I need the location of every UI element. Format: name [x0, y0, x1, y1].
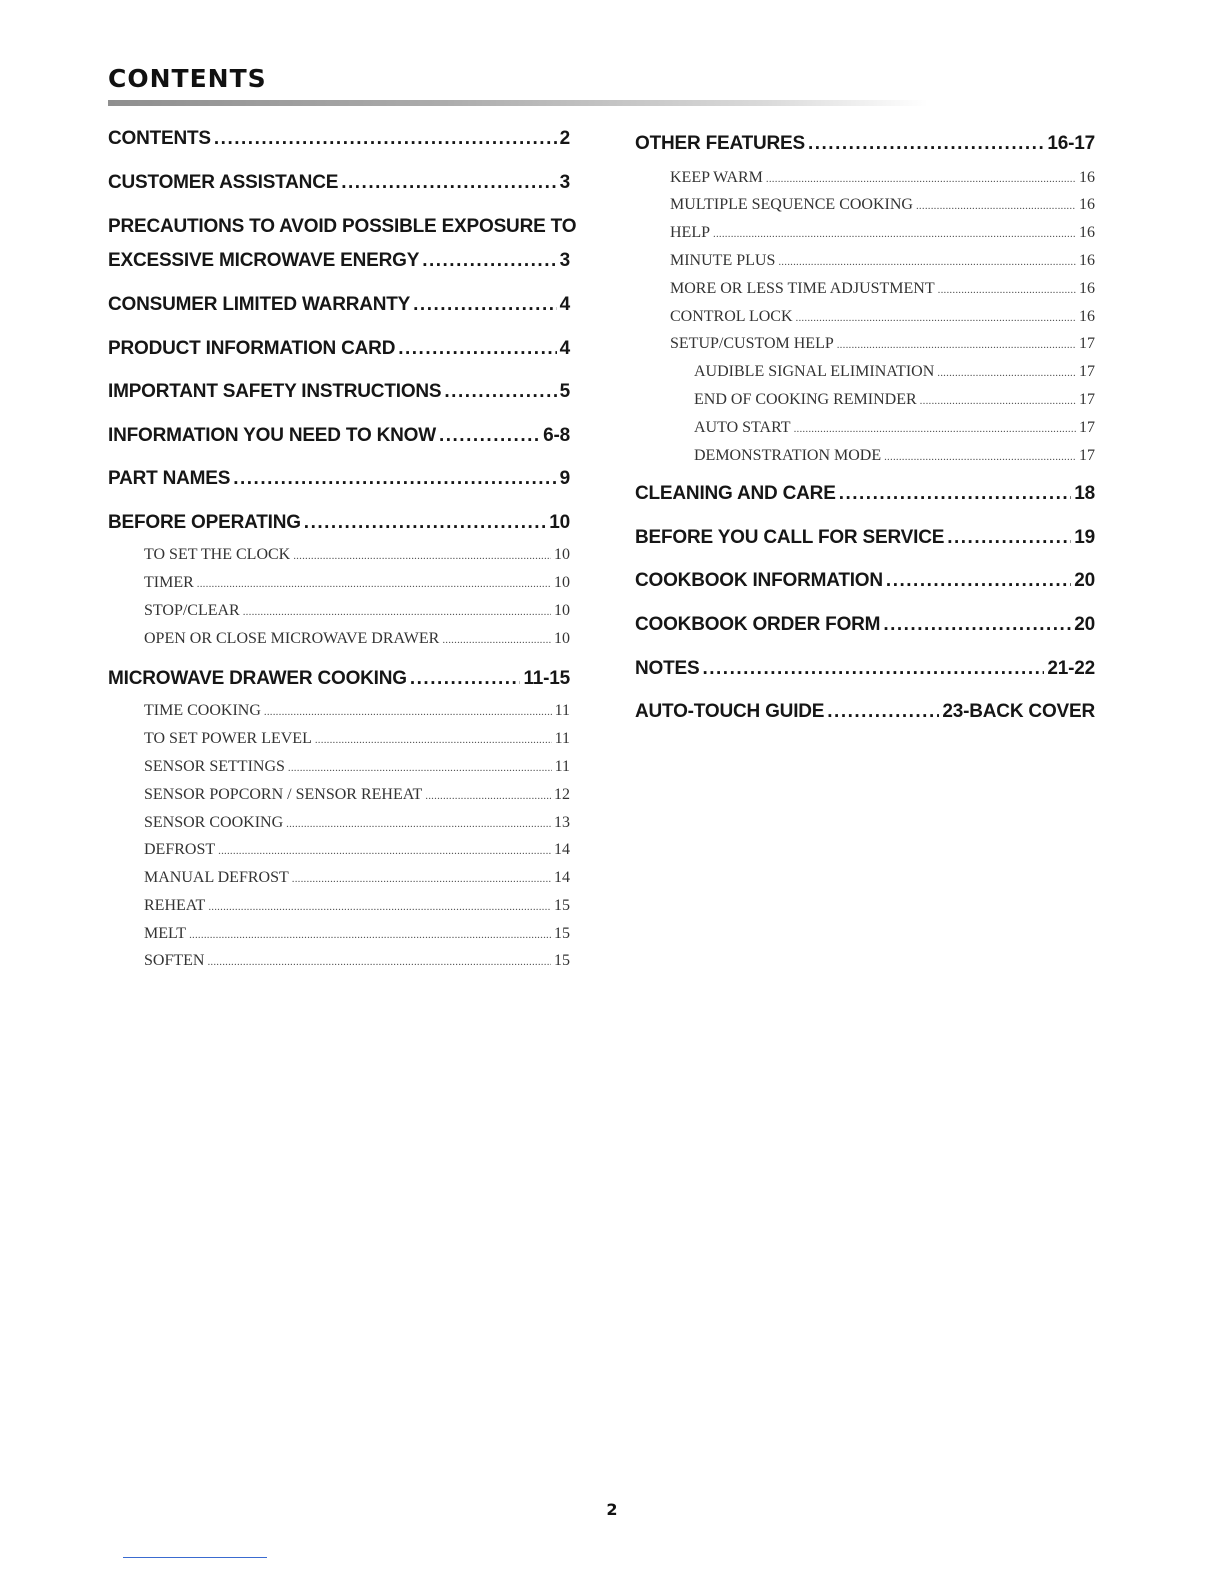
toc-page: 4 — [559, 338, 570, 359]
toc-label: TIME COOKING — [144, 702, 261, 719]
toc-page: 11-15 — [523, 668, 570, 689]
dot-leader — [425, 790, 551, 802]
toc-page: 16 — [1079, 280, 1095, 297]
toc-page: 14 — [554, 841, 570, 858]
toc-entry[interactable] — [635, 527, 1095, 549]
toc-entry[interactable] — [635, 570, 1095, 592]
toc-subentry[interactable] — [670, 169, 1095, 187]
dot-leader — [233, 468, 556, 490]
toc-page: 12 — [554, 786, 570, 803]
dot-leader — [413, 294, 556, 316]
toc-label: CONTROL LOCK — [670, 308, 793, 325]
toc-entry[interactable] — [108, 250, 570, 272]
title-underline — [108, 100, 928, 106]
toc-page: 16 — [1079, 308, 1095, 325]
dot-leader — [916, 200, 1076, 212]
toc-entry[interactable] — [108, 425, 570, 447]
toc-page: 16-17 — [1047, 133, 1095, 154]
toc-subentry[interactable] — [694, 447, 1095, 465]
toc-label: AUTO-TOUCH GUIDE — [635, 701, 825, 722]
toc-page: 10 — [549, 512, 570, 533]
dot-leader — [189, 929, 551, 941]
toc-label: TO SET POWER LEVEL — [144, 730, 312, 747]
toc-label: AUDIBLE SIGNAL ELIMINATION — [694, 363, 935, 380]
toc-page: 4 — [559, 294, 570, 315]
toc-label: CONTENTS — [108, 128, 211, 149]
toc-page: 6-8 — [543, 425, 570, 446]
dot-leader — [422, 250, 556, 272]
toc-label: MULTIPLE SEQUENCE COOKING — [670, 196, 913, 213]
toc-entry[interactable] — [108, 468, 570, 490]
toc-page: 3 — [559, 172, 570, 193]
toc-subentry[interactable] — [670, 252, 1095, 270]
page-title: CONTENTS — [108, 64, 267, 93]
toc-subentry[interactable] — [144, 730, 570, 748]
dot-leader — [937, 367, 1076, 379]
toc-entry[interactable] — [108, 172, 570, 194]
dot-leader — [794, 423, 1076, 435]
toc-entry[interactable] — [635, 658, 1095, 680]
toc-label: CUSTOMER ASSISTANCE — [108, 172, 339, 193]
dot-leader — [288, 762, 552, 774]
dot-leader — [218, 845, 551, 857]
toc-label: REHEAT — [144, 897, 206, 914]
toc-subentry[interactable] — [144, 702, 570, 720]
toc-entry[interactable] — [108, 216, 577, 238]
toc-label: MICROWAVE DRAWER COOKING — [108, 668, 407, 689]
dot-leader — [713, 228, 1076, 240]
toc-subentry[interactable] — [144, 602, 570, 620]
toc-page: 20 — [1074, 570, 1095, 591]
toc-label: END OF COOKING REMINDER — [694, 391, 917, 408]
toc-label: CONSUMER LIMITED WARRANTY — [108, 294, 411, 315]
toc-page: 17 — [1079, 419, 1095, 436]
toc-subentry[interactable] — [144, 952, 570, 970]
toc-page: 15 — [554, 952, 570, 969]
toc-page: 2 — [559, 128, 570, 149]
dot-leader — [938, 284, 1076, 296]
toc-subentry[interactable] — [670, 196, 1095, 214]
toc-page: 19 — [1074, 527, 1095, 548]
toc-page: 16 — [1079, 252, 1095, 269]
dot-leader — [886, 570, 1071, 592]
toc-label: COOKBOOK INFORMATION — [635, 570, 883, 591]
toc-page: 3 — [559, 250, 570, 271]
toc-label: NOTES — [635, 658, 700, 679]
dot-leader — [827, 701, 939, 723]
dot-leader — [920, 395, 1076, 407]
dot-leader — [702, 658, 1044, 680]
toc-page: 11 — [554, 730, 570, 747]
toc-label: EXCESSIVE MICROWAVE ENERGY — [108, 250, 420, 271]
toc-page: 14 — [554, 869, 570, 886]
toc-subentry[interactable] — [144, 758, 570, 776]
toc-subentry[interactable] — [670, 308, 1095, 326]
toc-entry[interactable] — [635, 133, 1095, 155]
toc-page: 17 — [1079, 447, 1095, 464]
toc-page: 17 — [1079, 363, 1095, 380]
toc-page: 16 — [1079, 196, 1095, 213]
dot-leader — [243, 606, 551, 618]
dot-leader — [292, 873, 551, 885]
toc-label: SENSOR POPCORN / SENSOR REHEAT — [144, 786, 423, 803]
toc-page: 10 — [554, 602, 570, 619]
toc-label: PRECAUTIONS TO AVOID POSSIBLE EXPOSURE TO — [108, 216, 577, 237]
toc-label: AUTO START — [694, 419, 791, 436]
toc-entry[interactable] — [108, 381, 570, 403]
toc-subentry[interactable] — [670, 335, 1095, 353]
toc-page: 10 — [554, 546, 570, 563]
toc-subentry[interactable] — [144, 814, 570, 832]
toc-label: TIMER — [144, 574, 194, 591]
toc-entry[interactable] — [108, 294, 570, 316]
toc-label: IMPORTANT SAFETY INSTRUCTIONS — [108, 381, 442, 402]
toc-page: 11 — [554, 758, 570, 775]
dot-leader — [778, 256, 1076, 268]
toc-subentry[interactable] — [144, 574, 570, 592]
toc-page: 17 — [1079, 391, 1095, 408]
toc-subentry[interactable] — [670, 224, 1095, 242]
toc-subentry[interactable] — [144, 925, 570, 943]
dot-leader — [766, 173, 1076, 185]
footer-line — [123, 1557, 267, 1558]
dot-leader — [796, 312, 1076, 324]
toc-subentry[interactable] — [694, 419, 1095, 437]
toc-page: 20 — [1074, 614, 1095, 635]
toc-entry[interactable] — [108, 512, 570, 534]
toc-page: 9 — [559, 468, 570, 489]
toc-entry[interactable] — [108, 338, 570, 360]
toc-subentry[interactable] — [144, 869, 570, 887]
toc-entry[interactable] — [108, 128, 570, 150]
dot-leader — [839, 483, 1072, 505]
toc-label: MINUTE PLUS — [670, 252, 776, 269]
dot-leader — [808, 133, 1044, 155]
toc-label: PRODUCT INFORMATION CARD — [108, 338, 396, 359]
toc-subentry[interactable] — [144, 786, 570, 804]
dot-leader — [442, 634, 551, 646]
toc-subentry[interactable] — [694, 363, 1095, 381]
toc-page: 16 — [1079, 169, 1095, 186]
dot-leader — [207, 956, 551, 968]
toc-page: 23-BACK COVER — [942, 701, 1095, 722]
dot-leader — [947, 527, 1071, 549]
toc-subentry[interactable] — [694, 391, 1095, 409]
toc-label: DEFROST — [144, 841, 216, 858]
toc-label: SETUP/CUSTOM HELP — [670, 335, 834, 352]
toc-entry[interactable] — [635, 614, 1095, 636]
dot-leader — [208, 901, 551, 913]
toc-page: 21-22 — [1047, 658, 1095, 679]
toc-label: INFORMATION YOU NEED TO KNOW — [108, 425, 436, 446]
toc-label: SOFTEN — [144, 952, 205, 969]
toc-page: 11 — [554, 702, 570, 719]
toc-label: MORE OR LESS TIME ADJUSTMENT — [670, 280, 935, 297]
dot-leader — [883, 614, 1071, 636]
toc-page: 10 — [554, 630, 570, 647]
dot-leader — [884, 451, 1076, 463]
dot-leader — [214, 128, 557, 150]
toc-page: 16 — [1079, 224, 1095, 241]
toc-entry[interactable] — [635, 701, 1095, 723]
toc-subentry[interactable] — [144, 546, 570, 564]
toc-entry[interactable] — [108, 668, 570, 690]
toc-label: CLEANING AND CARE — [635, 483, 836, 504]
dot-leader — [439, 425, 540, 447]
toc-subentry[interactable] — [144, 630, 570, 648]
toc-label: STOP/CLEAR — [144, 602, 240, 619]
toc-label: PART NAMES — [108, 468, 231, 489]
dot-leader — [315, 734, 552, 746]
toc-label: DEMONSTRATION MODE — [694, 447, 882, 464]
dot-leader — [304, 512, 546, 534]
toc-page: 13 — [554, 814, 570, 831]
dot-leader — [286, 818, 551, 830]
dot-leader — [410, 668, 521, 690]
toc-page: 15 — [554, 925, 570, 942]
page-number: 2 — [606, 1500, 618, 1519]
toc-entry[interactable] — [635, 483, 1095, 505]
toc-page: 10 — [554, 574, 570, 591]
toc-label: COOKBOOK ORDER FORM — [635, 614, 881, 635]
toc-page: 5 — [559, 381, 570, 402]
toc-subentry[interactable] — [670, 280, 1095, 298]
dot-leader — [398, 338, 556, 360]
toc-label: MANUAL DEFROST — [144, 869, 289, 886]
toc-label: SENSOR SETTINGS — [144, 758, 285, 775]
toc-label: SENSOR COOKING — [144, 814, 284, 831]
toc-label: MELT — [144, 925, 187, 942]
dot-leader — [444, 381, 556, 403]
dot-leader — [837, 339, 1076, 351]
toc-page: 17 — [1079, 335, 1095, 352]
toc-subentry[interactable] — [144, 841, 570, 859]
toc-subentry[interactable] — [144, 897, 570, 915]
dot-leader — [293, 550, 551, 562]
toc-label: BEFORE YOU CALL FOR SERVICE — [635, 527, 945, 548]
toc-page: 15 — [554, 897, 570, 914]
toc-label: BEFORE OPERATING — [108, 512, 301, 533]
dot-leader — [341, 172, 556, 194]
toc-label: KEEP WARM — [670, 169, 763, 186]
toc-label: TO SET THE CLOCK — [144, 546, 291, 563]
toc-page: 18 — [1074, 483, 1095, 504]
toc-label: HELP — [670, 224, 710, 241]
dot-leader — [197, 578, 551, 590]
toc-label: OTHER FEATURES — [635, 133, 805, 154]
dot-leader — [264, 706, 552, 718]
toc-label: OPEN OR CLOSE MICROWAVE DRAWER — [144, 630, 440, 647]
